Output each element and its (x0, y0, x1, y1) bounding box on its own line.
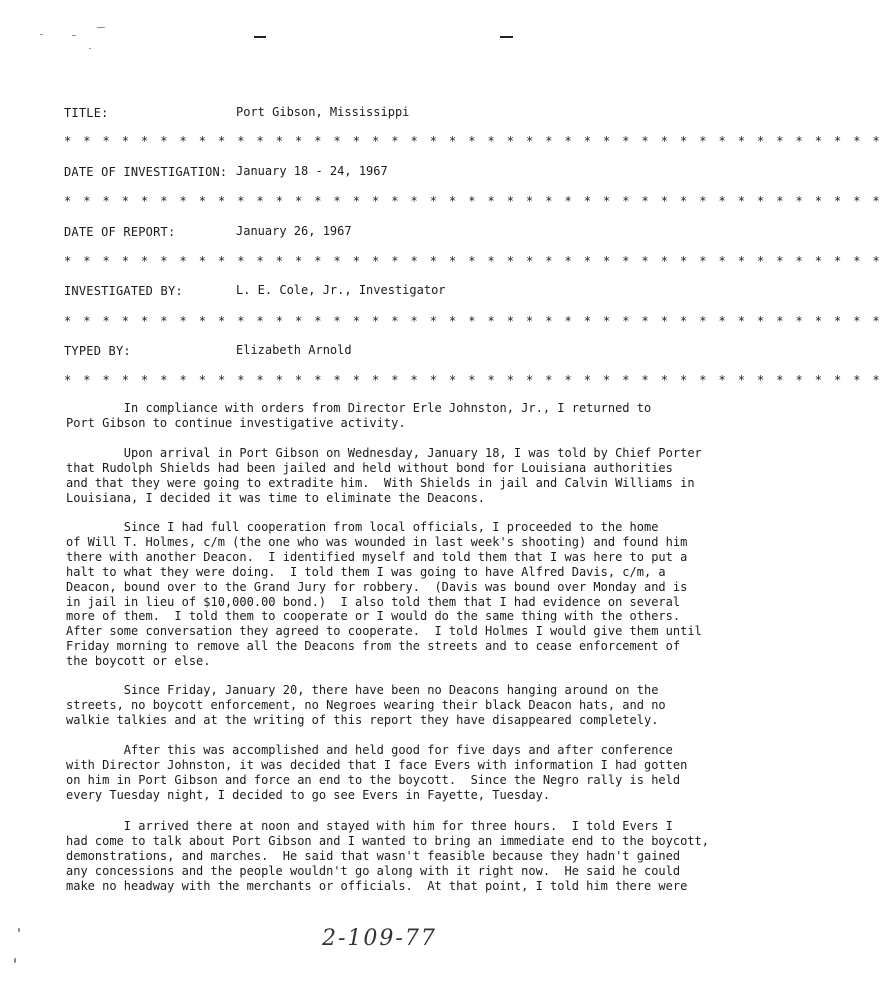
title-label: TITLE: (64, 106, 109, 120)
scan-speck (89, 48, 91, 49)
investigated-by-label: INVESTIGATED BY: (64, 284, 183, 298)
investigation-date-label: DATE OF INVESTIGATION: (64, 165, 228, 179)
investigated-by-value: L. E. Cole, Jr., Investigator (236, 283, 446, 297)
typed-by-label: TYPED BY: (64, 344, 131, 358)
typed-by-value: Elizabeth Arnold (236, 343, 352, 357)
separator-line: * * * * * * * * * * * * * * * * * * * * * * * * * * * * * * * * * * * * * * * * * * * (64, 254, 882, 268)
body-paragraph: Since Friday, January 20, there have been no Deacons hanging around on the streets, no boycott enforcement, no Negroes wearing their black Deacon hats, and no walkie talkies and at the writing of this report they have disappeared completely. (66, 683, 666, 727)
scan-speck (18, 928, 20, 932)
separator-line: * * * * * * * * * * * * * * * * * * * * * * * * * * * * * * * * * * * * * * * * * * * (64, 134, 882, 148)
body-paragraph: I arrived there at noon and stayed with him for three hours. I told Evers I had come to talk about Port Gibson and I wanted to bring an immediate end to the boycott, demonstrations, and marches. He said that wasn't feasible because they hadn't gained any concessions and the people wouldn't go along with it right now. He said he could make no headway with the merchants or officials. At that point, I told him there were (66, 819, 709, 893)
body-paragraph: Since I had full cooperation from local officials, I proceeded to the home of Will T. Holmes, c/m (the one who was wounded in last week's shooting) and found him there with another Deacon. I identified myself and told them that I was here to put a halt to what they were doing. I told them I was going to have Alfred Davis, c/m, a Deacon, bound over to the Grand Jury for robbery. (Davis was bound over Monday and is in jail in lieu of $10,000.00 bond.) I also told them that I had evidence on several more of them. I told them to cooperate or I would do the same thing with the others. After some conversation they agreed to cooperate. I told Holmes I would give them until Friday morning to remove all the Deacons from the streets and to cease enforcement of the boycott or else. (66, 520, 702, 669)
scan-speck (97, 27, 105, 28)
report-date-label: DATE OF REPORT: (64, 225, 176, 239)
body-paragraph: In compliance with orders from Director Erle Johnston, Jr., I returned to Port Gibson to continue investigative activity. (66, 401, 652, 430)
body-paragraph: Upon arrival in Port Gibson on Wednesday, January 18, I was told by Chief Porter that Rudolph Shields had been jailed and held without bond for Louisiana authorities and that they were going to extradite him. With Shields in jail and Calvin Williams in Louisiana, I decided it was time to eliminate the Deacons. (66, 446, 702, 505)
investigation-date-value: January 18 - 24, 1967 (236, 164, 388, 178)
report-date-value: January 26, 1967 (236, 224, 352, 238)
separator-line: * * * * * * * * * * * * * * * * * * * * * * * * * * * * * * * * * * * * * * * * * * * (64, 373, 882, 387)
scan-speck (72, 35, 76, 36)
scan-mark-left (254, 36, 266, 38)
separator-line: * * * * * * * * * * * * * * * * * * * * * * * * * * * * * * * * * * * * * * * * * * * (64, 314, 882, 328)
scan-mark-right (500, 36, 513, 38)
scan-speck (14, 958, 16, 963)
title-value: Port Gibson, Mississippi (236, 105, 410, 119)
handwritten-document-number: 2-109-77 (322, 926, 437, 951)
body-paragraph: After this was accomplished and held good for five days and after conference with Director Johnston, it was decided that I face Evers with information I had gotten on him in Port Gibson and force an end to the boycott. Since the Negro rally is held every Tuesday night, I decided to go see Evers in Fayette, Tuesday. (66, 743, 688, 802)
scan-speck (40, 34, 43, 35)
separator-line: * * * * * * * * * * * * * * * * * * * * * * * * * * * * * * * * * * * * * * * * * * * (64, 194, 882, 208)
